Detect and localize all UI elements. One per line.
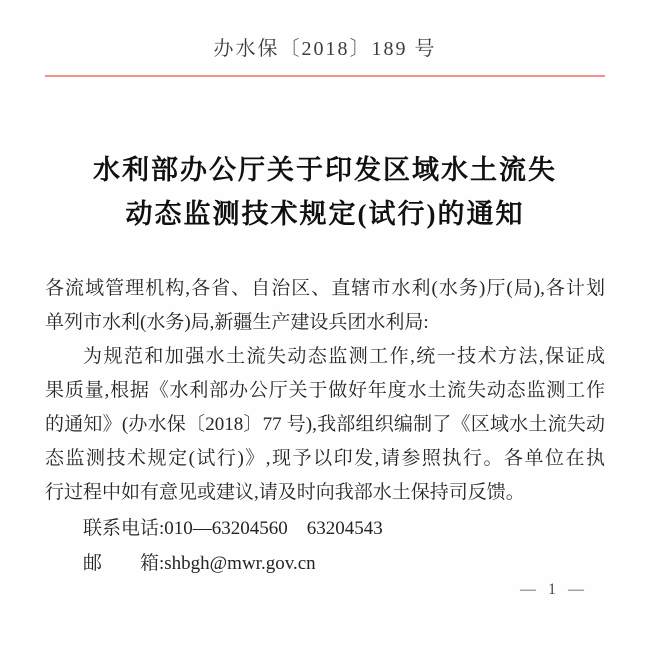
body-line: 的通知》(办水保〔2018〕77 号),我部组织编制了《区域水土流失动 <box>45 414 605 435</box>
red-divider <box>45 75 605 77</box>
doc-number: 办水保〔2018〕189 号 <box>213 38 437 60</box>
body-line: 单列市水利(水务)局,新疆生产建设兵团水利局: <box>45 312 429 333</box>
body-line: 行过程中如有意见或建议,请及时向我部水土保持司反馈。 <box>45 482 525 503</box>
page-number: — 1 — <box>520 581 588 598</box>
body-line: 态监测技术规定(试行)》,现予以印发,请参照执行。各单位在执 <box>45 448 605 469</box>
body-line: 为规范和加强水土流失动态监测工作,统一技术方法,保证成 <box>83 346 605 367</box>
document-title-line2: 动态监测技术规定(试行)的通知 <box>125 199 525 229</box>
contact-email: 邮 箱:shbgh@mwr.gov.cn <box>83 553 316 574</box>
document-title <box>0 148 650 236</box>
body-line: 各流域管理机构,各省、自治区、直辖市水利(水务)厅(局),各计划 <box>45 278 605 299</box>
body-line: 果质量,根据《水利部办公厅关于做好年度水土流失动态监测工作 <box>45 380 605 401</box>
document-title-line1: 水利部办公厅关于印发区域水土流失 <box>93 155 557 185</box>
contact-info <box>45 511 605 581</box>
contact-phone: 联系电话:010—63204560 63204543 <box>83 518 383 539</box>
body-text <box>45 272 605 510</box>
